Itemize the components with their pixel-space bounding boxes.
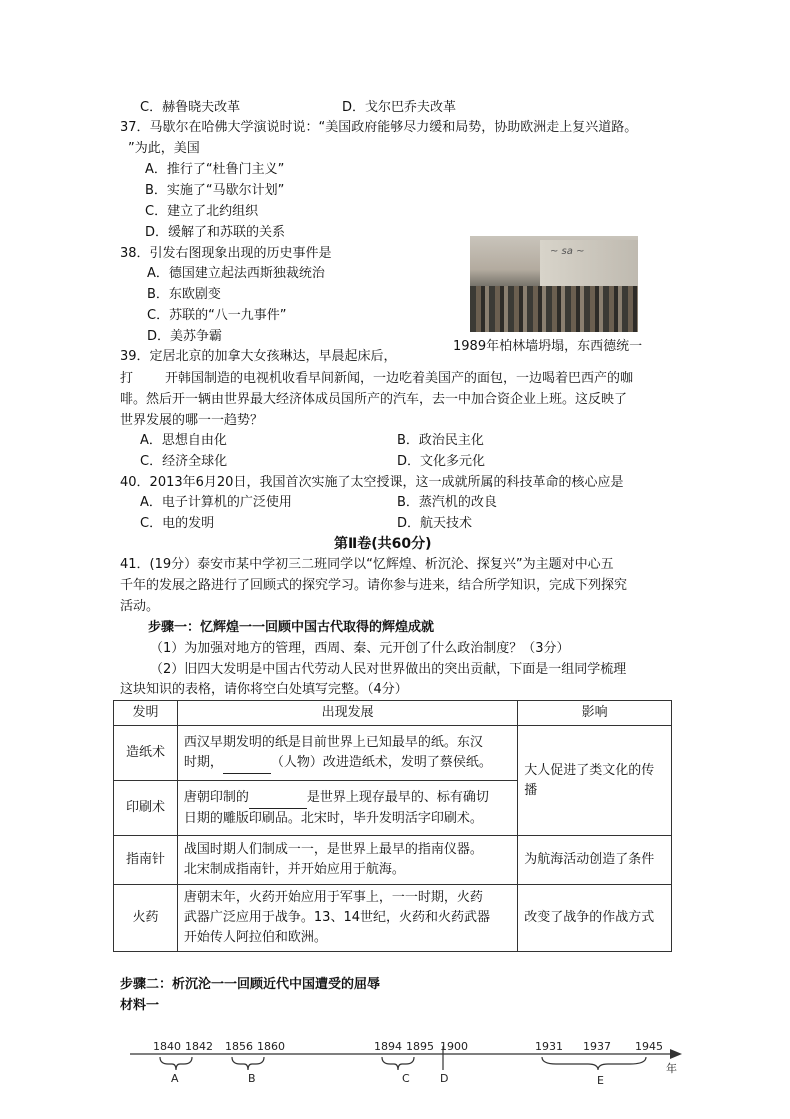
table-header-row — [114, 701, 672, 726]
header-invention: 发明 — [114, 701, 178, 726]
gunpowder-line1: 唐朝末年，火药开始应用于军事上，一一时期，火药 — [183, 890, 483, 905]
q39-option-b: B．政治民主化 — [397, 433, 484, 448]
papermaking-line2: 时期， （人物）改进造纸术，发明了蔡侯纸。 — [184, 753, 511, 774]
brace-b — [232, 1057, 264, 1070]
q39-stem-line2-start: 打 — [120, 371, 134, 386]
label-c: C — [402, 1072, 410, 1085]
q37-stem-line2: ”为此，美国 — [128, 141, 200, 156]
label-e: E — [597, 1074, 604, 1087]
label-d: D — [440, 1072, 449, 1085]
inventions-table — [113, 700, 672, 952]
gunpowder-line2: 武器广泛应用于战争。13、14世纪，火药和火药武器 — [183, 910, 490, 925]
q40-option-c: C．电的发明 — [140, 516, 215, 531]
q38-stem: 38．引发右图现象出现的历史事件是 — [120, 246, 332, 261]
q41-intro-line3: 活动。 — [120, 599, 160, 614]
q39-stem-line3: 啡。然后开一辆由世界最大经济体成员国所产的汽车，去一中加合资企业上班。这反映了 — [120, 392, 628, 407]
label-a: A — [171, 1072, 179, 1085]
q40-option-d: D．航天技术 — [397, 516, 473, 531]
papermaking-line1: 西汉早期发明的纸是目前世界上已知最早的纸。东汉 — [183, 734, 483, 750]
q39-option-d: D．文化多元化 — [397, 454, 486, 469]
header-development: 出现发展 — [177, 701, 517, 726]
row-gunpowder-development — [177, 885, 517, 952]
q39-stem-line4: 世界发展的哪一一趋势？ — [120, 413, 264, 428]
impact-papermaking-printing: 大人促进了类文化的传播 — [518, 726, 672, 836]
q39-stem-line2: 开韩国制造的电视机收看早间新闻，一边吃着美国产的面包，一边喝着巴西产的咖 — [165, 371, 634, 386]
compass-line2: 北宋制成指南针，并开始应用于航海。 — [183, 862, 405, 877]
photo-caption: 1989年柏林墙坍塌，东西德统一 — [453, 339, 643, 354]
row-papermaking-name: 造纸术 — [114, 726, 178, 781]
table-row — [114, 726, 672, 781]
q37-option-b: B．实施了“马歇尔计划” — [145, 183, 285, 198]
q40-stem: 40．2013年6月20日，我国首次实施了太空授课，这一成就所属的科技革命的核心应是 — [120, 475, 624, 490]
q41-intro-line2: 千年的发展之路进行了回顾式的探究学习。请你参与进来，结合所学知识，完成下列探究 — [120, 578, 628, 593]
q38-option-c: C．苏联的“八一九事件” — [147, 308, 287, 323]
row-papermaking-development — [177, 726, 517, 781]
compass-impact: 为航海活动创造了条件 — [518, 836, 672, 885]
papermaking-blank[interactable] — [223, 753, 271, 774]
gunpowder-impact: 改变了战争的作战方式 — [518, 885, 672, 952]
q38-option-b: B．东欧剧变 — [147, 287, 221, 302]
q40-option-b: B．蒸汽机的改良 — [397, 495, 497, 510]
q38-option-a: A．德国建立起法西斯独裁统治 — [147, 266, 325, 281]
berlin-wall-photo — [470, 236, 638, 332]
q37-option-c: C．建立了北约组织 — [145, 204, 259, 219]
q41-sub2-line1: （2）旧四大发明是中国古代劳动人民对世界做出的突出贡献，下面是一组同学梳理 — [150, 662, 627, 677]
q41-sub2-line2: 这块知识的表格，请你将空白处填写完整。（4分） — [120, 682, 408, 697]
crowd — [470, 286, 638, 332]
graffiti-decoration: ~ sa ~ — [550, 246, 585, 257]
table-row — [114, 885, 672, 952]
table-row — [114, 836, 672, 885]
row-printing-development — [177, 781, 517, 836]
step2-heading: 步骤二：析沉沦一一回顾近代中国遭受的屈辱 — [120, 977, 381, 992]
year-1937: 1937 — [583, 1040, 611, 1053]
year-1860: 1860 — [257, 1040, 285, 1053]
q36-option-d: D．戈尔巴乔夫改革 — [342, 100, 457, 115]
material-1-label: 材料一 — [120, 998, 160, 1013]
row-printing-name: 印刷术 — [114, 781, 178, 836]
q37-option-d: D．缓解了和苏联的关系 — [145, 225, 286, 240]
unit-year: 年 — [666, 1062, 677, 1075]
year-1842: 1842 — [185, 1040, 213, 1053]
year-1894: 1894 — [374, 1040, 402, 1053]
gunpowder-line3: 开始传人阿拉伯和欧洲。 — [183, 930, 327, 945]
q40-option-a: A．电子计算机的广泛使用 — [140, 495, 292, 510]
brace-a — [160, 1057, 192, 1070]
q39-option-c: C．经济全球化 — [140, 454, 228, 469]
q37-stem-line1: 37．马歇尔在哈佛大学演说时说：“美国政府能够尽力缓和局势，协助欧洲走上复兴道路。 — [120, 120, 638, 135]
printing-blank[interactable] — [249, 788, 307, 809]
year-1945: 1945 — [635, 1040, 663, 1053]
year-1931: 1931 — [535, 1040, 563, 1053]
q39-stem-line1: 39．定居北京的加拿大女孩琳达，早晨起床后， — [120, 349, 397, 364]
q36-option-c: C．赫鲁晓夫改革 — [140, 100, 241, 115]
compass-line1: 战国时期人们制成一一，是世界上最早的指南仪器。 — [183, 842, 483, 857]
year-1895: 1895 — [406, 1040, 434, 1053]
q41-intro-line1: 41．(19分）泰安市某中学初三二班同学以“忆辉煌、析沉沦、探复兴”为主题对中心五 — [120, 557, 614, 572]
brace-c — [382, 1057, 414, 1070]
printing-line2: 日期的雕版印刷品。北宋时，毕升发明活字印刷术。 — [183, 810, 483, 826]
year-1856: 1856 — [225, 1040, 253, 1053]
printing-line1: 唐朝印制的 是世界上现存最早的、标有确切 — [184, 788, 511, 809]
header-impact: 影响 — [518, 701, 672, 726]
q41-sub1: （1）为加强对地方的管理，西周、秦、元开创了什么政治制度？（3分） — [150, 641, 570, 656]
q37-option-a: A．推行了“杜鲁门主义” — [145, 162, 285, 177]
timeline-figure — [110, 1030, 690, 1119]
row-compass-name: 指南针 — [114, 836, 178, 885]
step1-heading: 步骤一：忆辉煌一一回顾中国古代取得的辉煌成就 — [148, 620, 435, 635]
year-1900: 1900 — [440, 1040, 468, 1053]
year-1840: 1840 — [153, 1040, 181, 1053]
timeline-arrow — [670, 1049, 682, 1059]
row-gunpowder-name: 火药 — [114, 885, 178, 952]
row-compass-development — [177, 836, 517, 885]
q38-option-d: D．美苏争霸 — [147, 329, 223, 344]
part2-title: 第Ⅱ卷(共60分) — [334, 536, 432, 552]
label-b: B — [248, 1072, 256, 1085]
brace-e — [542, 1057, 646, 1070]
q39-option-a: A．思想自由化 — [140, 433, 227, 448]
